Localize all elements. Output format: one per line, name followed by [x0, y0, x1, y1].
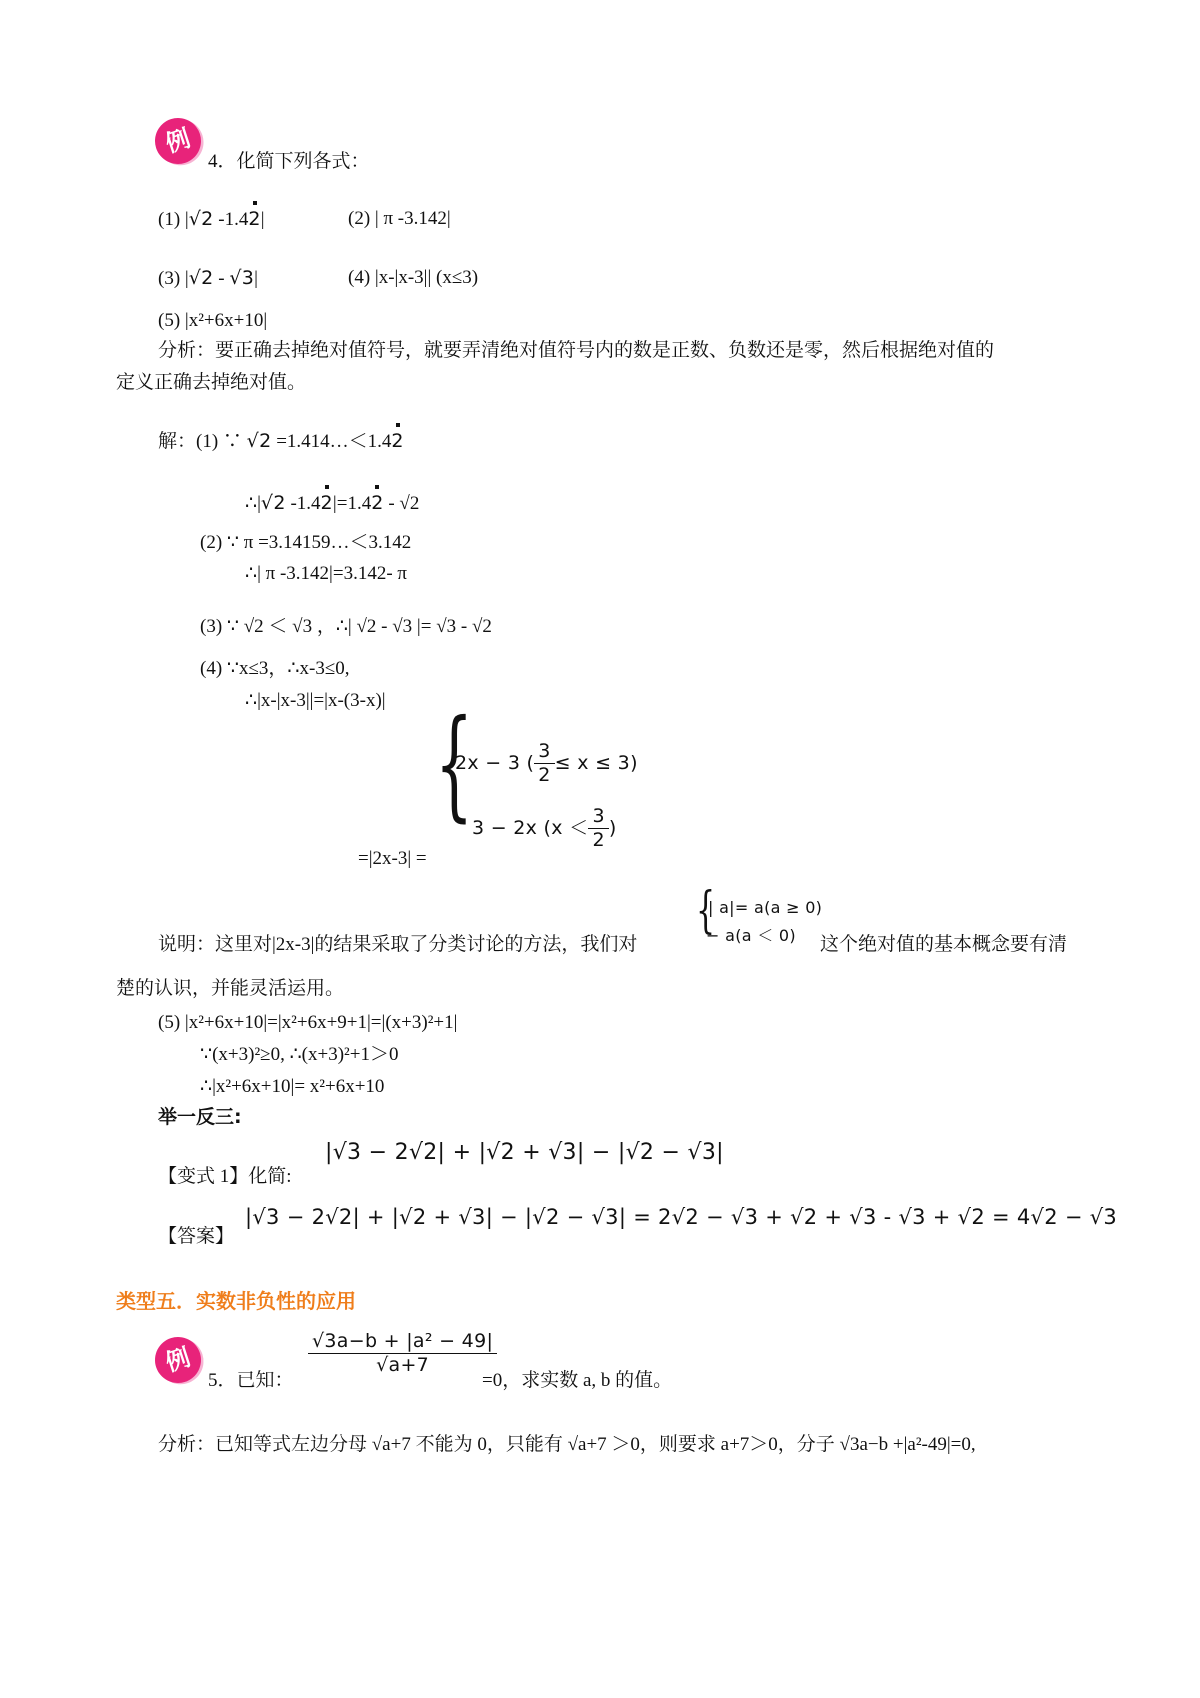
example-4-title: 4．化简下列各式：: [208, 151, 370, 172]
section-5-analysis: 分析：已知等式左边分母 √a+7 不能为 0，只能有 √a+7 ＞0，则要求 a+7＞0，分子 √3a−b +|a²-49|=0,: [158, 1434, 976, 1455]
example-5-title-post: =0，求实数 a, b 的值。: [482, 1370, 673, 1391]
example-badge-5: 例: [149, 1331, 207, 1389]
item-1: (1) |√2 -1.4 2|: [158, 208, 265, 232]
note-line-b: 这个绝对值的基本概念要有清: [820, 934, 1068, 955]
note-brace: {: [696, 881, 716, 939]
solution-2b: ∴| π -3.142|=3.142- π: [245, 563, 408, 584]
item-4: (4) |x-|x-3|| (x≤3): [348, 267, 479, 288]
example-badge: 例: [149, 112, 207, 170]
item-3: (3) |√2 - √3|: [158, 267, 258, 289]
solution-2a: (2) ∵ π =3.14159…＜3.142: [200, 532, 412, 553]
variant-expression: |√3 − 2√2| + |√2 + √3| − |√2 − √3|: [325, 1140, 724, 1165]
example-5-fraction: $\frac{\text{√3a−b + |a² − 49|}}{√a+7}$: [308, 1330, 497, 1377]
analysis-line-2: 定义正确去掉绝对值。: [116, 372, 307, 393]
note-case-1: | a|= a(a ≥ 0): [708, 898, 823, 917]
solution-5a: (5) |x²+6x+10|=|x²+6x+9+1|=|(x+3)²+1|: [158, 1012, 458, 1033]
solution-5b: ∵(x+3)²≥0, ∴(x+3)²+1＞0: [200, 1044, 399, 1065]
practice-heading: 举一反三:: [158, 1106, 242, 1128]
piecewise-case-2: 3 − 2x (x ＜ $\frac{3}{2}$ ): [472, 805, 617, 851]
answer-label: 【答案】: [158, 1226, 235, 1247]
piecewise-case-1: 2x − 3 ( $\frac{3}{2}$ ≤ x ≤ 3): [455, 740, 638, 786]
piecewise-prefix: =|2x-3| =: [358, 848, 427, 869]
item-2: (2) | π -3.142|: [348, 208, 451, 229]
note-line-a: 说明：这里对|2x-3|的结果采取了分类讨论的方法，我们对: [158, 934, 638, 955]
solution-4b: ∴|x-|x-3||=|x-(3-x)|: [245, 690, 386, 711]
note-line-c: 楚的认识，并能灵活运用。: [116, 978, 345, 999]
variant-label: 【变式 1】化简:: [158, 1166, 292, 1187]
solution-5c: ∴|x²+6x+10|= x²+6x+10: [200, 1076, 385, 1097]
item-5: (5) |x²+6x+10|: [158, 310, 268, 331]
piecewise-brace: {: [435, 695, 474, 834]
section-5-heading: 类型五．实数非负性的应用: [116, 1289, 356, 1313]
example-5-title: 5．已知：: [208, 1370, 294, 1391]
solution-1b: ∴|√2 -1.4 2|=1.4 2 - √2: [245, 492, 419, 516]
note-case-2: − a(a ＜ 0): [706, 926, 796, 945]
solution-1a: 解：(1) ∵ √2 =1.414…＜1.4 2: [158, 430, 404, 454]
solution-4a: (4) ∵x≤3，∴x-3≤0,: [200, 658, 350, 679]
analysis-line-1: 分析：要正确去掉绝对值符号，就要弄清绝对值符号内的数是正数、负数还是零，然后根据绝对值的: [158, 340, 995, 361]
answer-expression: |√3 − 2√2| + |√2 + √3| − |√2 − √3| = 2√2 − √3 + √2 + √3 - √3 + √2 = 4√2 − √3: [245, 1205, 1118, 1229]
solution-3: (3) ∵ √2 ＜ √3 ，∴| √2 - √3 |= √3 - √2: [200, 616, 492, 637]
